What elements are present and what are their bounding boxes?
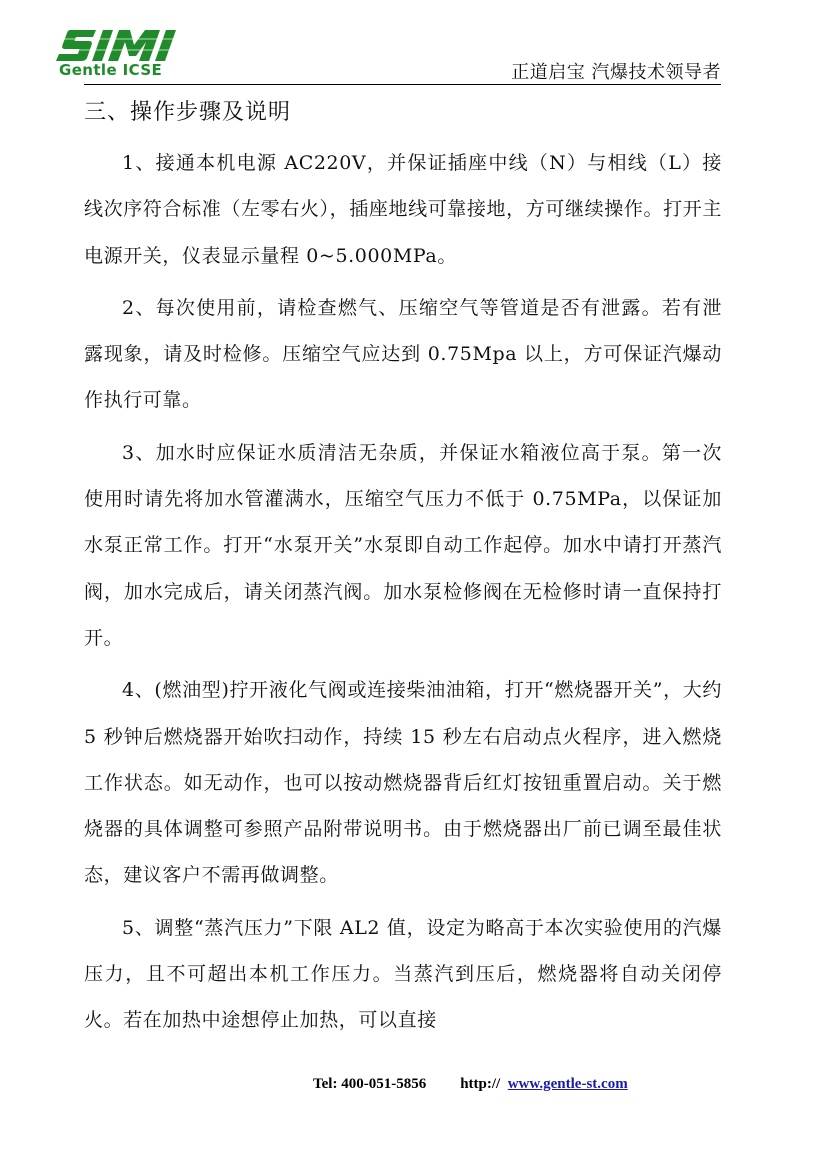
footer-phone: Tel: 400-051-5856 xyxy=(313,1076,427,1092)
footer-website-link[interactable]: www.gentle-st.com xyxy=(507,1076,628,1092)
step-paragraph-2: 2、每次使用前，请检查燃气、压缩空气等管道是否有泄露。若有泄露现象，请及时检修。压缩空气应达到 0.75Mpa 以上，方可保证汽爆动作执行可靠。 xyxy=(84,296,722,412)
page-footer xyxy=(313,1076,628,1093)
step-paragraph-1: 1、接通本机电源 AC220V，并保证插座中线（N）与相线（L）接线次序符合标准（左零右火），插座地线可靠接地，方可继续操作。打开主电源开关，仪表显示量程 0~5.000MPa。 xyxy=(84,152,722,267)
step-paragraph-4: 4、(燃油型)拧开液化气阀或连接柴油油箱，打开“燃烧器开关”，大约 5 秒钟后燃烧器开始吹扫动作，持续 15 秒左右启动点火程序，进入燃烧工作状态。如无动作，也可以按动燃烧器背后红灯按钮重置启动。关于燃烧器的具体调整可参照产品附带说明书。由于燃烧器出厂前已调至最佳状态，建议客户不需再做调整。 xyxy=(84,679,722,887)
header-slogan: 正道启宝 汽爆技术领导者 xyxy=(511,62,721,83)
footer-http-label: http:// xyxy=(460,1076,501,1092)
company-logo xyxy=(56,28,188,82)
section-heading: 三、操作步骤及说明 xyxy=(84,100,292,125)
document-body xyxy=(84,92,722,1044)
logo-mark xyxy=(56,28,188,62)
step-paragraph-5: 5、调整“蒸汽压力”下限 AL2 值，设定为略高于本次实验使用的汽爆压力，且不可超出本机工作压力。当蒸汽到压后，燃烧器将自动关闭停火。若在加热中途想停止加热，可以直接 xyxy=(84,916,722,1032)
step-paragraph-3: 3、加水时应保证水质清洁无杂质，并保证水箱液位高于泵。第一次使用时请先将加水管灌满水，压缩空气压力不低于 0.75MPa，以保证加水泵正常工作。打开“水泵开关”水泵即自动工作起停。加水中请打开蒸汽阀，加水完成后，请关闭蒸汽阀。加水泵检修阀在无检修时请一直保持打开。 xyxy=(84,441,722,649)
header-divider xyxy=(84,84,721,85)
page-header xyxy=(0,0,816,88)
logo-subtitle: Gentle ICSE xyxy=(59,61,163,79)
